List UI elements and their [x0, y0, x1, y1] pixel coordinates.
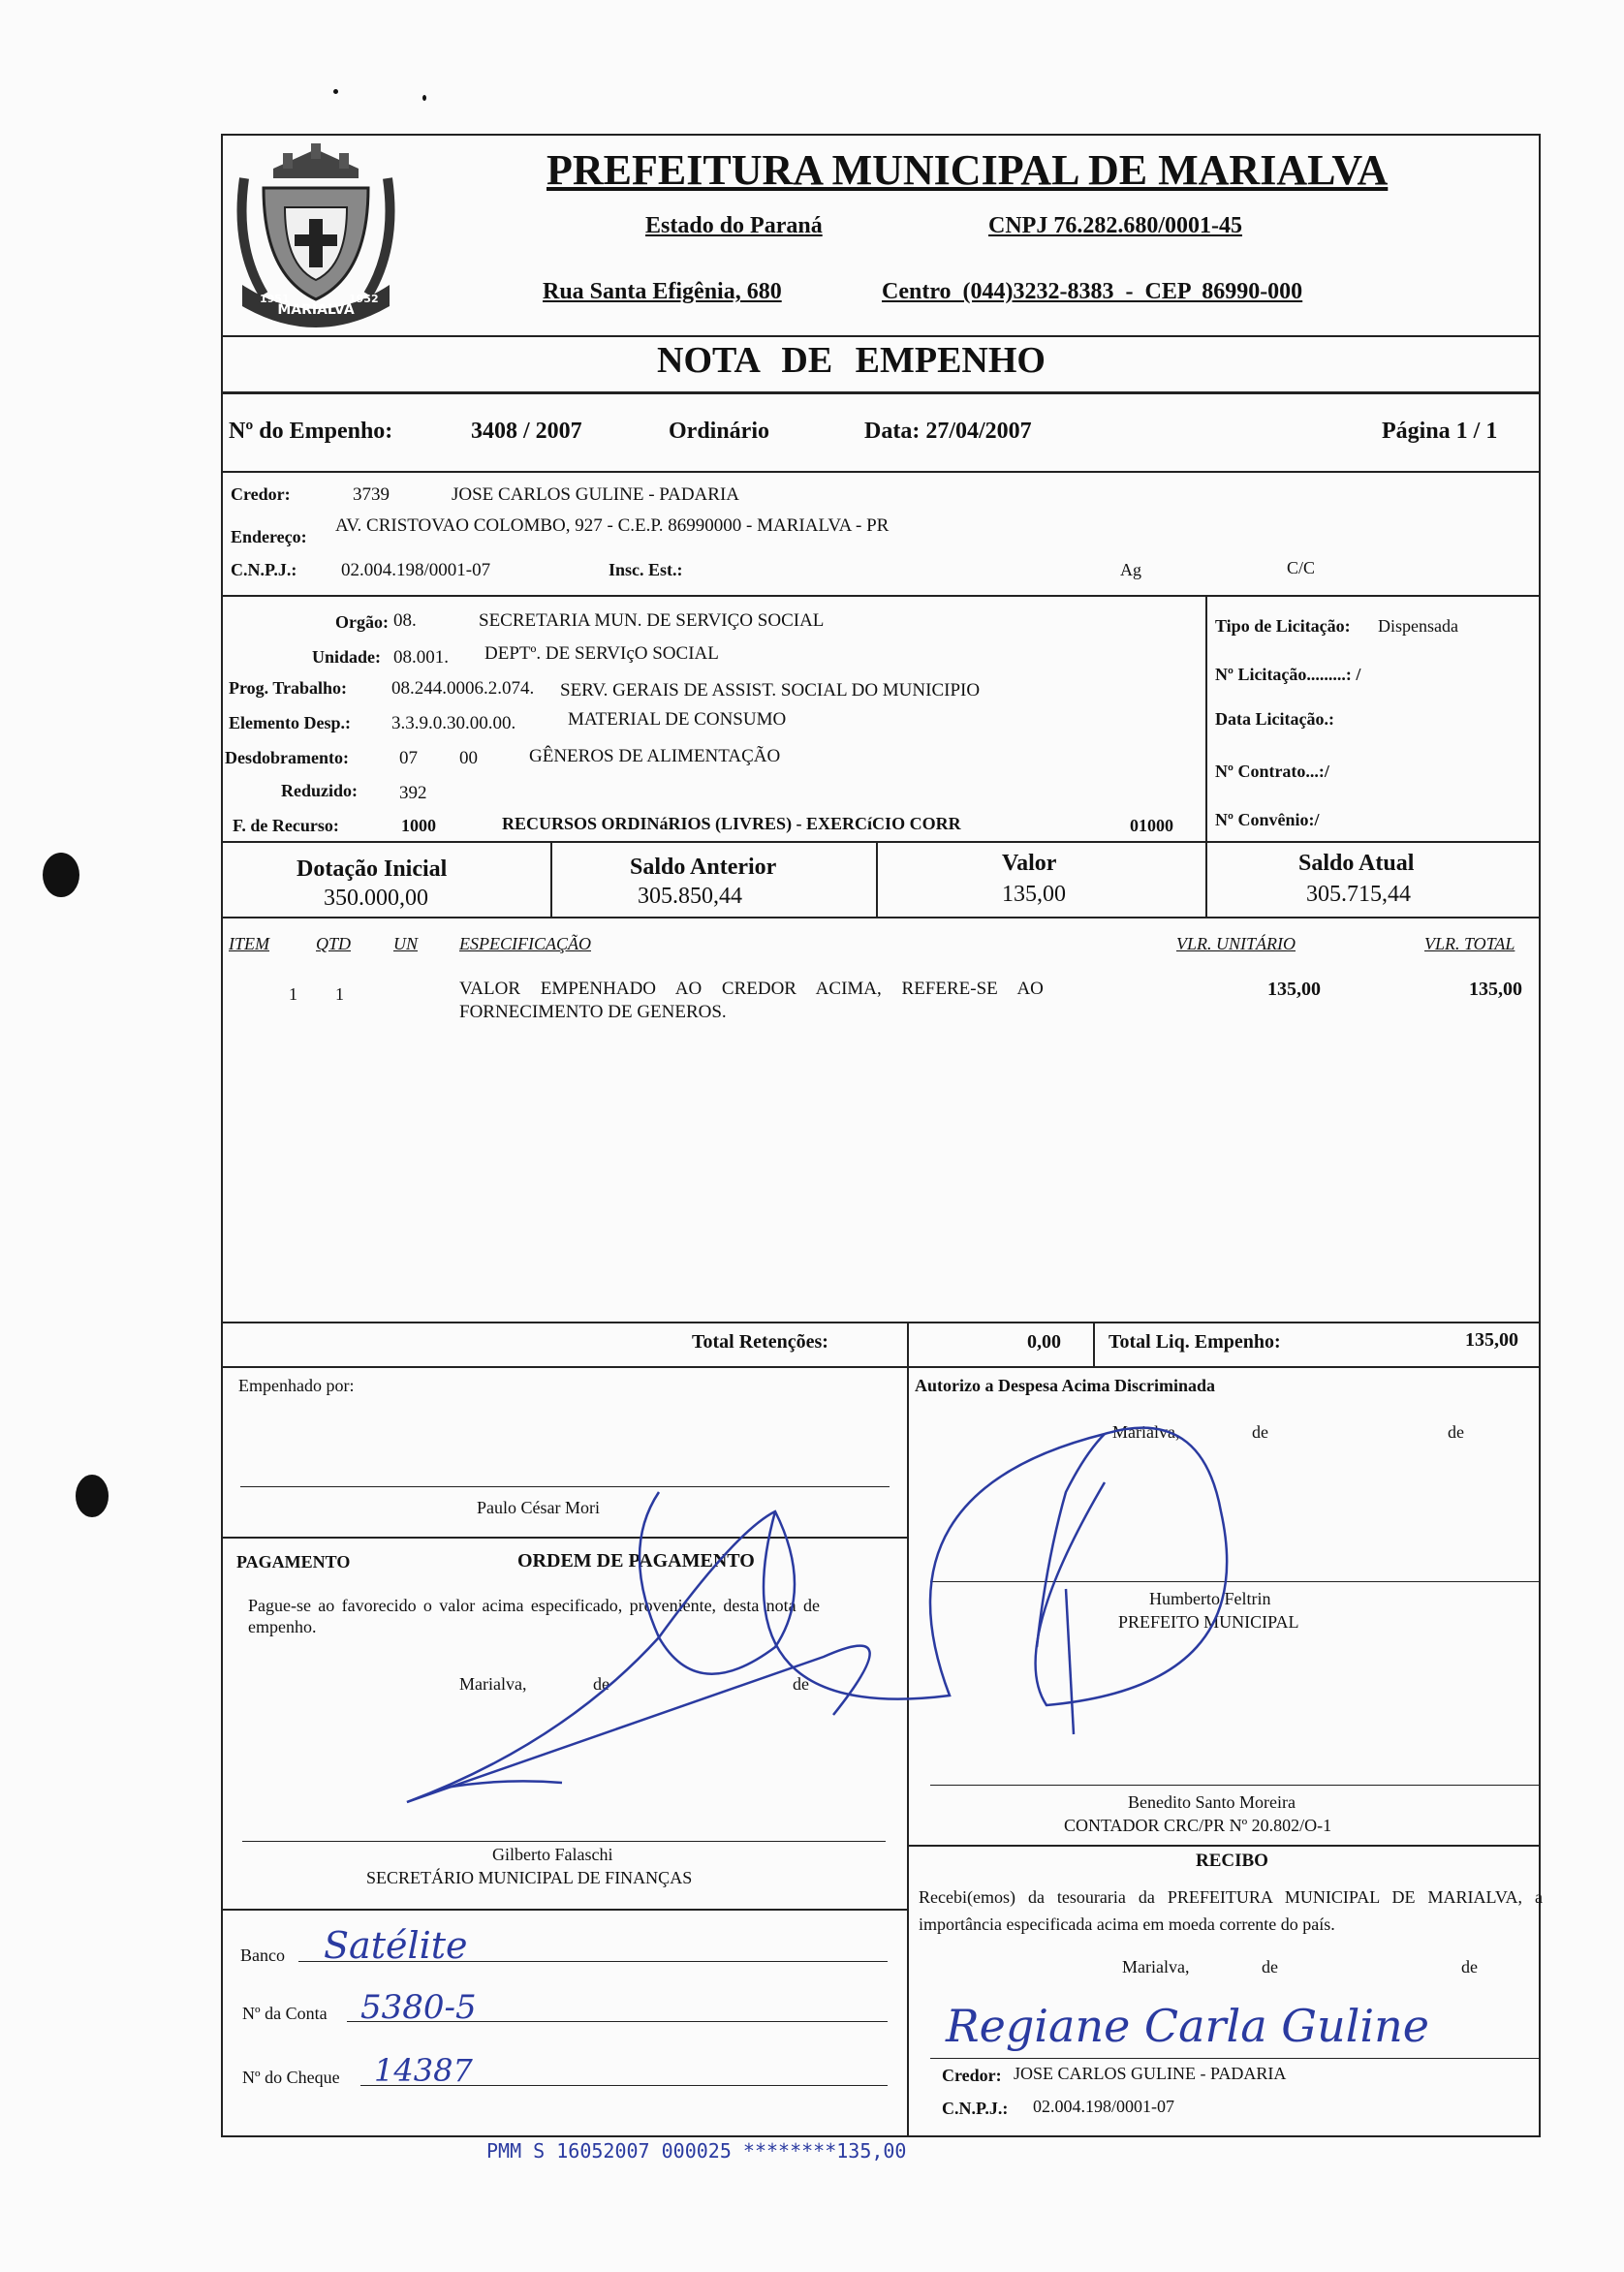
cheque-label: Nº do Cheque — [242, 2068, 340, 2087]
recibo-city: Marialva, — [1122, 1957, 1190, 1976]
saldo-anterior-value: 305.850,44 — [638, 884, 742, 909]
autorizo-de1: de — [1252, 1422, 1268, 1442]
total-retencoes-label: Total Retenções: — [692, 1331, 828, 1353]
desdobramento-label: Desdobramento: — [225, 748, 349, 767]
fonte-label: F. de Recurso: — [233, 816, 339, 835]
cheque-value: 14387 — [374, 2052, 473, 2089]
saldo-atual-label: Saldo Atual — [1298, 851, 1415, 876]
fonte-number: 01000 — [1130, 816, 1173, 835]
divider — [221, 841, 1541, 843]
unidade-label: Unidade: — [312, 647, 382, 667]
crest-year-right: 1952 — [349, 293, 379, 305]
item-unit-price: 135,00 — [1267, 979, 1321, 1000]
unidade-code: 08.001. — [393, 647, 449, 668]
recibo-cnpj: 02.004.198/0001-07 — [1033, 2097, 1174, 2116]
divider — [221, 335, 1541, 337]
city-crest-icon — [234, 140, 397, 339]
tipo-licitacao-value: Dispensada — [1378, 616, 1458, 636]
recibo-credor-name: JOSE CARLOS GULINE - PADARIA — [1014, 2064, 1287, 2083]
orgao-name: SECRETARIA MUN. DE SERVIÇO SOCIAL — [479, 610, 825, 631]
item-total-price: 135,00 — [1469, 979, 1522, 1000]
punch-hole — [76, 1475, 109, 1517]
elemento-label: Elemento Desp.: — [229, 713, 351, 732]
teller-stamp: PMM S 16052007 000025 ********135,00 — [486, 2139, 907, 2163]
punch-hole — [43, 853, 79, 897]
fonte-code: 1000 — [401, 816, 436, 835]
numero-contrato: Nº Contrato...:/ — [1215, 762, 1329, 781]
empenho-type: Ordinário — [669, 419, 770, 444]
tipo-licitacao-label: Tipo de Licitação: — [1215, 616, 1351, 636]
page-number: Página 1 / 1 — [1382, 419, 1498, 444]
credor-address: AV. CRISTOVAO COLOMBO, 927 - C.E.P. 86990000 - MARIALVA - PR — [335, 515, 890, 536]
valor-value: 135,00 — [1002, 882, 1066, 907]
recibo-signature: Regiane Carla Guline — [946, 2000, 1429, 2052]
item-description-line2: FORNECIMENTO DE GENEROS. — [459, 1002, 727, 1022]
conta-label: Nº da Conta — [242, 2004, 328, 2023]
secretario-role: SECRETÁRIO MUNICIPAL DE FINANÇAS — [366, 1868, 693, 1887]
recibo-credor-label: Credor: — [942, 2066, 1002, 2085]
recibo-de1: de — [1262, 1957, 1278, 1976]
prog-code: 08.244.0006.2.074. — [391, 678, 535, 699]
recibo-label: RECIBO — [1196, 1851, 1268, 1871]
signature-scribbles — [368, 1395, 1337, 1880]
saldo-anterior-label: Saldo Anterior — [630, 855, 777, 880]
recibo-text: Recebi(emos) da tesouraria da PREFEITURA MUNICIPAL DE MARIALVA, a importância especificada acima em moeda corrente do país. — [919, 1887, 1543, 1934]
header-cnpj: CNPJ 76.282.680/0001-45 — [988, 213, 1242, 238]
empenhado-name: Paulo César Mori — [477, 1498, 600, 1517]
crest-text: MARIALVA — [277, 302, 355, 318]
contador-name: Benedito Santo Moreira — [1128, 1792, 1296, 1812]
header-address: Centro (044)3232-8383 - CEP 86990-000 — [882, 279, 1303, 304]
insc-label: Insc. Est.: — [609, 560, 683, 579]
pagamento-city: Marialva, — [459, 1674, 527, 1694]
dotacao-value: 350.000,00 — [324, 886, 428, 911]
cnpj-label: C.N.P.J.: — [231, 560, 297, 579]
desdobramento-a: 07 — [399, 748, 418, 768]
reduzido-value: 392 — [399, 783, 427, 803]
total-retencoes-value: 0,00 — [1027, 1331, 1061, 1353]
prefeito-name: Humberto Feltrin — [1149, 1589, 1271, 1608]
fonte-name: RECURSOS ORDINáRIOS (LIVRES) - EXERCíCIO CORR — [502, 814, 961, 833]
reduzido-label: Reduzido: — [281, 781, 359, 800]
ag-label: Ag — [1120, 560, 1141, 579]
unidade-name: DEPTº. DE SERVIçO SOCIAL — [484, 643, 719, 664]
divider — [876, 841, 878, 917]
ordem-pagamento-label: ORDEM DE PAGAMENTO — [517, 1550, 755, 1572]
secretario-name: Gilberto Falaschi — [492, 1845, 613, 1864]
document-title: NOTA DE EMPENHO — [657, 340, 1046, 381]
pagamento-text: Pague-se ao favorecido o valor acima especificado, proveniente, desta nota de empenho. — [248, 1596, 820, 1636]
total-liquido-value: 135,00 — [1465, 1329, 1518, 1351]
credor-code: 3739 — [353, 484, 390, 505]
col-vunit-header: VLR. UNITÁRIO — [1176, 934, 1296, 953]
divider — [221, 1322, 1541, 1323]
divider — [221, 391, 1541, 394]
divider — [221, 1909, 907, 1911]
empenho-date: Data: 27/04/2007 — [864, 419, 1032, 444]
speck — [422, 95, 426, 101]
orgao-code: 08. — [393, 610, 417, 631]
recibo-de2: de — [1461, 1957, 1478, 1976]
divider — [1093, 1322, 1095, 1366]
divider — [1205, 841, 1207, 917]
total-liquido-label: Total Liq. Empenho: — [1109, 1331, 1281, 1353]
credor-label: Credor: — [231, 484, 291, 504]
crest-year-left: 1951 — [260, 293, 290, 305]
numero-convenio: Nº Convênio:/ — [1215, 810, 1320, 829]
autorizo-label: Autorizo a Despesa Acima Discriminada — [915, 1376, 1215, 1395]
contador-role: CONTADOR CRC/PR Nº 20.802/O-1 — [1064, 1816, 1332, 1835]
address-label: Endereço: — [231, 527, 307, 546]
item-number: 1 — [289, 984, 297, 1004]
saldo-atual-value: 305.715,44 — [1306, 882, 1411, 907]
cc-label: C/C — [1287, 558, 1316, 577]
col-un-header: UN — [393, 934, 419, 953]
prog-label: Prog. Trabalho: — [229, 678, 348, 698]
item-description-line1: VALOR EMPENHADO AO CREDOR ACIMA, REFERE-SE AO — [459, 979, 1044, 999]
fill-line — [298, 1961, 888, 1962]
data-licitacao: Data Licitação.: — [1215, 709, 1334, 729]
item-qtd: 1 — [335, 984, 344, 1004]
prefeito-role: PREFEITO MUNICIPAL — [1118, 1612, 1299, 1632]
signature-line — [930, 2058, 1539, 2059]
prog-name: SERV. GERAIS DE ASSIST. SOCIAL DO MUNICIPIO — [560, 680, 981, 700]
col-espec-header: ESPECIFICAÇÃO — [459, 934, 591, 953]
header-street: Rua Santa Efigênia, 680 — [543, 279, 782, 304]
divider — [221, 471, 1541, 473]
pagamento-label: PAGAMENTO — [236, 1552, 351, 1572]
header-title: PREFEITURA MUNICIPAL DE MARIALVA — [547, 146, 1389, 194]
banco-value: Satélite — [324, 1924, 468, 1967]
divider — [221, 1366, 1541, 1368]
autorizo-de2: de — [1448, 1422, 1464, 1442]
pagamento-de2: de — [793, 1674, 809, 1694]
divider — [907, 1322, 909, 1366]
divider — [221, 917, 1541, 918]
valor-label: Valor — [1002, 851, 1057, 876]
desdobramento-name: GÊNEROS DE ALIMENTAÇÃO — [529, 746, 781, 766]
conta-value: 5380-5 — [360, 1988, 477, 2027]
fill-line — [360, 2085, 888, 2086]
dotacao-label: Dotação Inicial — [297, 856, 448, 882]
empenhado-label: Empenhado por: — [238, 1376, 355, 1395]
header-state: Estado do Paraná — [645, 213, 823, 238]
elemento-name: MATERIAL DE CONSUMO — [568, 709, 787, 730]
empenho-number: 3408 / 2007 — [471, 419, 582, 444]
pagamento-de1: de — [593, 1674, 609, 1694]
col-vtotal-header: VLR. TOTAL — [1424, 934, 1515, 953]
divider — [1205, 595, 1207, 841]
credor-name: JOSE CARLOS GULINE - PADARIA — [452, 484, 739, 505]
recibo-cnpj-label: C.N.P.J.: — [942, 2099, 1009, 2118]
desdobramento-b: 00 — [459, 748, 478, 768]
col-qtd-header: QTD — [316, 934, 352, 953]
autorizo-city: Marialva, — [1112, 1422, 1180, 1442]
divider — [550, 841, 552, 917]
credor-cnpj: 02.004.198/0001-07 — [341, 560, 491, 580]
fill-line — [347, 2021, 888, 2022]
orgao-label: Orgão: — [335, 612, 389, 632]
empenho-label: Nº do Empenho: — [229, 419, 393, 444]
col-item-header: ITEM — [229, 934, 269, 953]
speck — [333, 89, 338, 94]
banco-label: Banco — [240, 1945, 285, 1965]
numero-licitacao: Nº Licitação.........: / — [1215, 665, 1361, 684]
divider — [221, 595, 1541, 597]
elemento-code: 3.3.9.0.30.00.00. — [391, 713, 516, 733]
